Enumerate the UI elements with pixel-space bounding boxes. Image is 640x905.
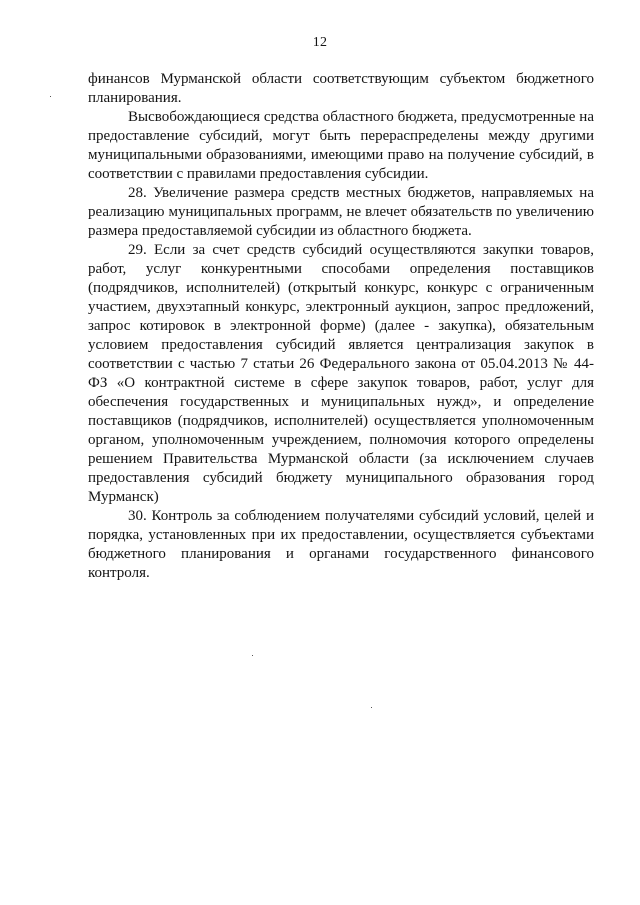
scan-speck	[252, 655, 253, 656]
scan-speck	[50, 96, 51, 97]
document-body	[88, 70, 594, 583]
page-number: 12	[312, 35, 328, 50]
paragraph-released-funds: Высвобождающиеся средства областного бюджета, предусмотренные на предоставление субсидий, могут быть перераспределены между другими муниципальными образованиями, имеющими право на получение субсидий, в соответствии с правилами предоставления субсидии.	[88, 109, 594, 182]
paragraph-continuation: финансов Мурманской области соответствующим субъектом бюджетного планирования.	[88, 71, 594, 106]
paragraph-item-30: 30. Контроль за соблюдением получателями субсидий условий, целей и порядка, установленных при их предоставлении, осуществляется субъектами бюджетного планирования и органами государственного финансового контроля.	[88, 508, 594, 581]
paragraph-item-29: 29. Если за счет средств субсидий осуществляются закупки товаров, работ, услуг конкурентными способами определения поставщиков (подрядчиков, исполнителей) (открытый конкурс, конкурс с ограниченным участием, двухэтапный конкурс, электронный аукцион, запрос предложений, запрос котировок в электронной форме) (далее - закупка), обязательным условием предоставления субсидий является централизация закупок в соответствии с частью 7 статьи 26 Федерального закона от 05.04.2013 № 44-ФЗ «О контрактной системе в сфере закупок товаров, работ, услуг для обеспечения государственных и муниципальных нужд», и определение поставщиков (подрядчиков, исполнителей) осуществляется уполномоченным органом, уполномоченным учреждением, полномочия которого определены решением Правительства Мурманской области (за исключением случаев предоставления субсидий бюджету муниципального образования город Мурманск)	[88, 242, 594, 505]
scan-speck	[371, 707, 372, 708]
paragraph-item-28: 28. Увеличение размера средств местных бюджетов, направляемых на реализацию муниципальных программ, не влечет обязательств по увеличению размера предоставляемой субсидии из областного бюджета.	[88, 185, 594, 239]
